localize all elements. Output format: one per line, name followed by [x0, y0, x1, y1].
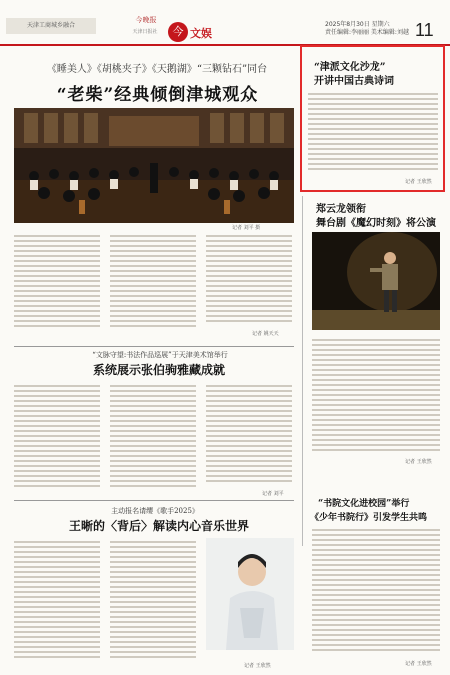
- lead-kicker: 《睡美人》《胡桃夹子》《天鹅湖》“三颗钻石”同台: [46, 64, 268, 75]
- library-title-line1: “书院文化进校园”举行: [318, 499, 410, 509]
- lead-body-col3: [206, 232, 292, 328]
- opera-title-line2: 舞台剧《魔幻时刻》将公演: [316, 218, 436, 229]
- opera-photo-image: [312, 232, 440, 330]
- editor-line: 责任编辑:李丽丽 美术编辑:刘越: [325, 29, 409, 36]
- lead-photo-byline: 记者 刘平 摄: [232, 225, 261, 231]
- calligraphy-kicker: “文脉守望:书法作品巡展”于天津美术馆举行: [92, 351, 228, 359]
- section-icon: 今: [168, 22, 188, 42]
- page-number: 11: [415, 20, 434, 40]
- library-byline: 记者 王欣然: [405, 661, 432, 667]
- section-name: 文娱: [190, 27, 212, 40]
- date-line: 2025年8月30日 星期六: [325, 21, 390, 28]
- opera-title-line1: 郑云龙领衔: [316, 204, 366, 215]
- issue-date: [325, 21, 415, 37]
- calligraphy-body-col1: [14, 382, 100, 492]
- singer-kicker: 主动报名请缨《歌手2025》: [111, 507, 199, 515]
- newspaper-brand: 今晚报: [135, 16, 157, 24]
- singer-title: 王晰的〈背后〉解读内心音乐世界: [68, 519, 249, 533]
- library-body: [312, 526, 440, 656]
- column-divider: [302, 196, 303, 546]
- lead-body-col1: [14, 232, 100, 332]
- orchestra-photo: [14, 108, 294, 223]
- opera-byline: 记者 王欣然: [405, 459, 432, 465]
- opera-body: [312, 336, 440, 454]
- calligraphy-body-col2: [110, 382, 196, 492]
- calligraphy-title: 系统展示张伯驹雅藏成就: [92, 363, 225, 377]
- singer-byline: 记者 王欣然: [244, 663, 271, 669]
- section-divider-2: [14, 500, 294, 501]
- singer-body-col2: [110, 538, 196, 664]
- singer-photo: [206, 538, 294, 650]
- salon-byline: 记者 王欣然: [405, 179, 432, 185]
- singer-body-col1: [14, 538, 100, 664]
- singer-photo-image: [206, 538, 294, 650]
- salon-title-line2: 开讲中国古典诗词: [314, 76, 394, 87]
- salon-title-line1: “津派文化沙龙”: [314, 62, 386, 73]
- lead-title: “老柴”经典倾倒津城观众: [56, 85, 259, 105]
- newspaper-brand-sub: 天津日报社: [132, 29, 158, 35]
- calligraphy-byline: 记者 刘平: [262, 491, 284, 497]
- masthead-ad-strip: 天津工商城乡融合: [6, 18, 96, 34]
- salon-body: [308, 90, 438, 172]
- orchestra-photo-image: [14, 108, 294, 223]
- calligraphy-body-col3: [206, 382, 292, 488]
- lead-author: 记者 姚天天: [252, 331, 279, 337]
- lead-body-col2: [110, 232, 196, 332]
- opera-photo: [312, 232, 440, 330]
- section-divider: [14, 346, 294, 347]
- library-title-line2: 《少年书院行》引发学生共鸣: [310, 513, 428, 523]
